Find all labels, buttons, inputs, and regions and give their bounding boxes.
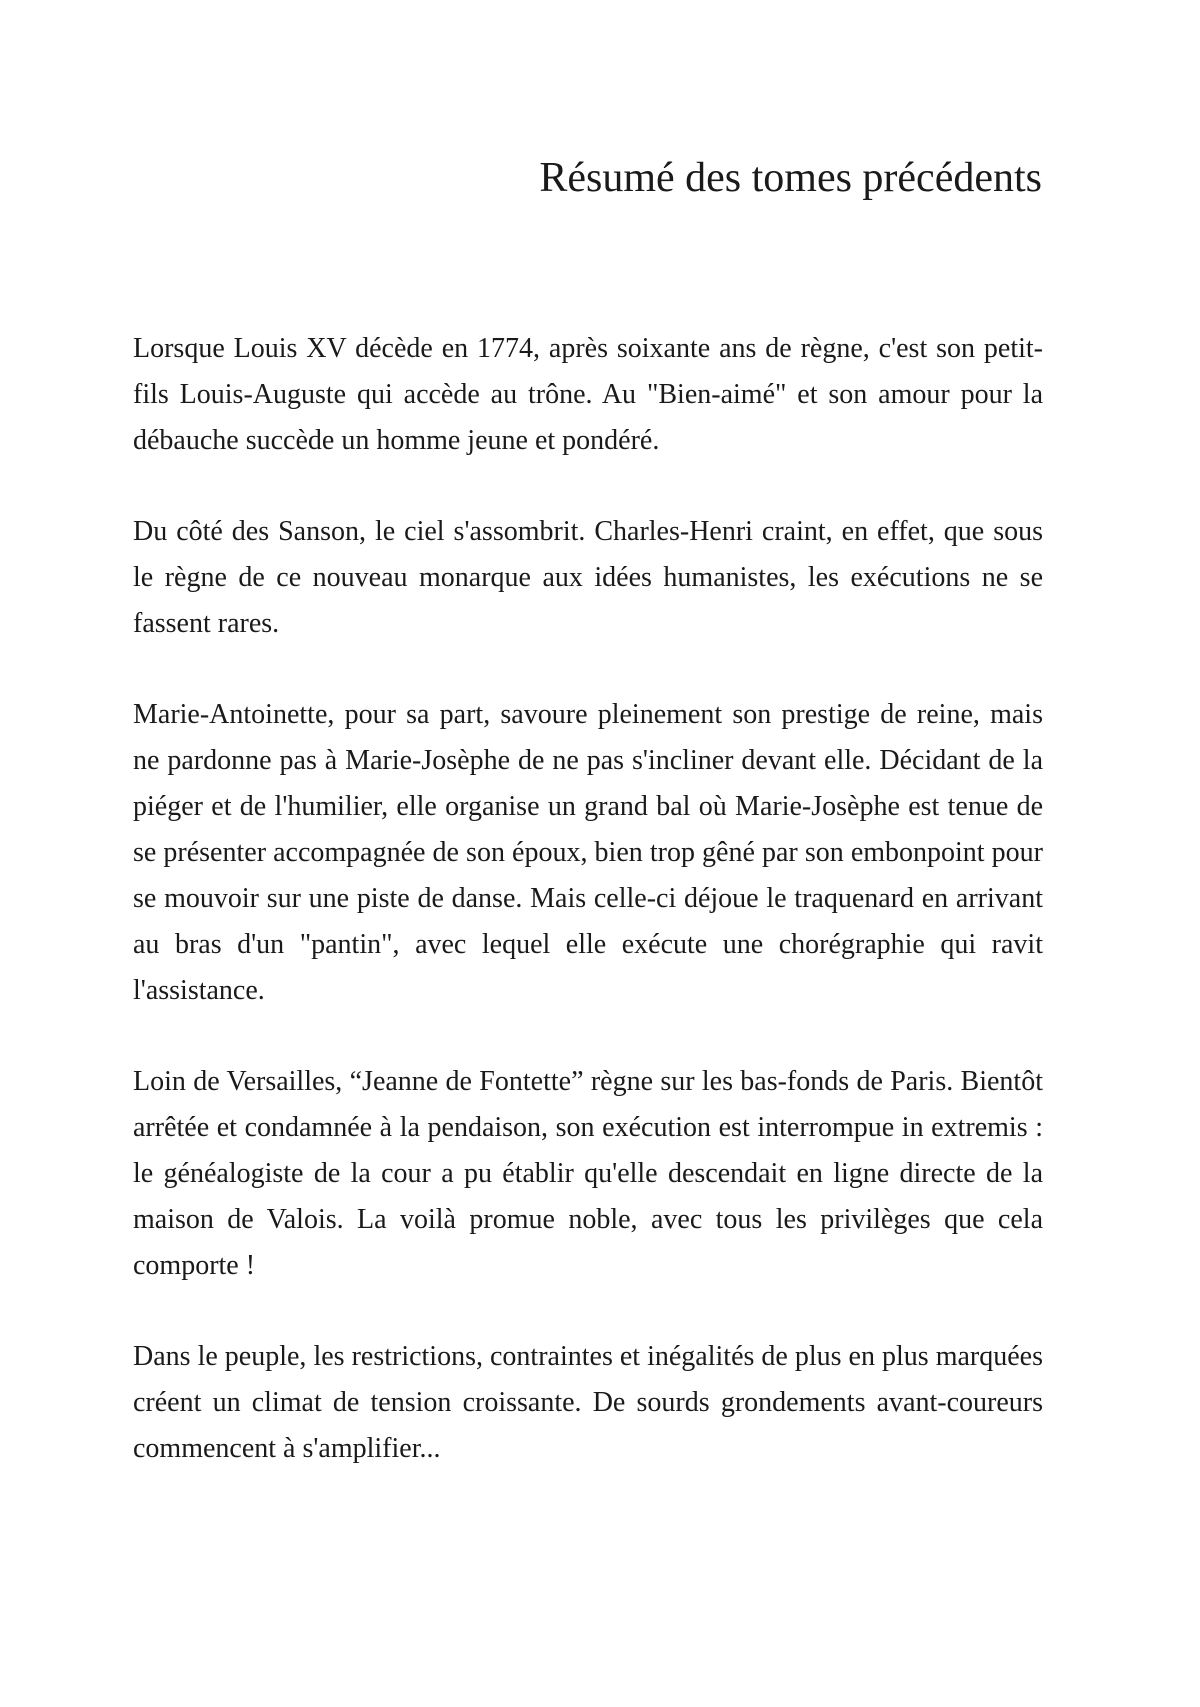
- paragraph-jeanne-de-fontette: Loin de Versailles, “Jeanne de Fontette” règne sur les bas-fonds de Paris. Bientôt arrêtée et condamnée à la pendaison, son exécution est interrompue in extremis : le généalogiste de la cour a pu établir qu'elle descendait en ligne directe de la maison de Valois. La voilà promue noble, avec tous les privilèges que cela comporte !: [133, 1066, 1043, 1281]
- paragraph-louis-xv: Lorsque Louis XV décède en 1774, après soixante ans de règne, c'est son petit-fils Louis-Auguste qui accède au trône. Au "Bien-aimé" et son amour pour la débauche succède un homme jeune et pondéré.: [133, 333, 1043, 456]
- page-title: Résumé des tomes précédents: [539, 155, 1042, 201]
- paragraph-peuple: Dans le peuple, les restrictions, contraintes et inégalités de plus en plus marquées créent un climat de tension croissante. De sourds grondements avant-coureurs commencent à s'amplifier...: [133, 1341, 1043, 1464]
- summary-body: [133, 326, 1043, 1517]
- paragraph-marie-antoinette: Marie-Antoinette, pour sa part, savoure pleinement son prestige de reine, mais ne pardonne pas à Marie-Josèphe de ne pas s'incliner devant elle. Décidant de la piéger et de l'humilier, elle organise un grand bal où Marie-Josèphe est tenue de se présenter accompagnée de son époux, bien trop gêné par son embonpoint pour se mouvoir sur une piste de danse. Mais celle-ci déjoue le traquenard en arrivant au bras d'un "pantin", avec lequel elle exécute une chorégraphie qui ravit l'assistance.: [133, 699, 1043, 1006]
- paragraph-sanson: Du côté des Sanson, le ciel s'assombrit. Charles-Henri craint, en effet, que sous le règne de ce nouveau monarque aux idées humanistes, les exécutions ne se fassent rares.: [133, 516, 1043, 639]
